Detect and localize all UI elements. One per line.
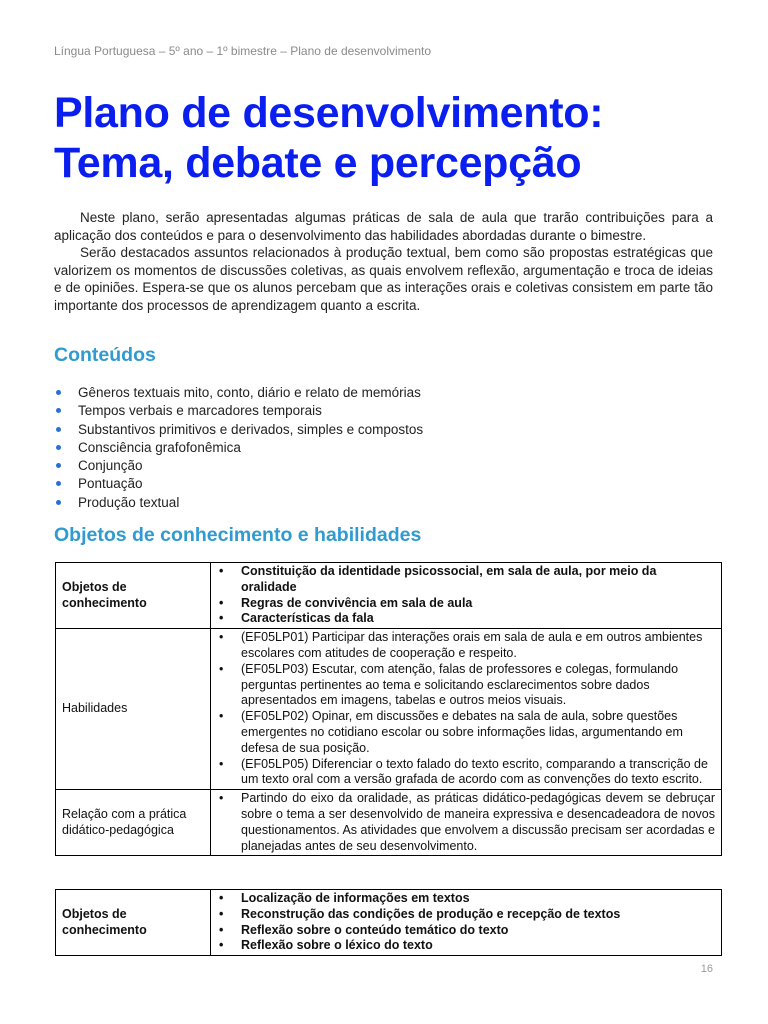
- table-row: [56, 629, 722, 790]
- row-content: [211, 629, 722, 790]
- row-content: [211, 790, 722, 856]
- page-number: 16: [700, 963, 713, 975]
- list-item: Substantivos primitivos e derivados, simples e compostos: [54, 421, 423, 439]
- list-item: • (EF05LP05) Diferenciar o texto falado do texto escrito, comparando a transcrição de um texto oral com a versão grafada de acordo com as convenções do texto escrito.: [219, 756, 708, 787]
- list-item: Gêneros textuais mito, conto, diário e relato de memórias: [54, 384, 423, 402]
- intro-paragraph: Neste plano, serão apresentadas algumas práticas de sala de aula que trarão contribuições para a aplicação dos conteúdos e para o desenvolvimento das habilidades abordadas durante o bimestre.: [54, 210, 713, 243]
- list-item: Pontuação: [54, 475, 423, 493]
- list-item: Conjunção: [54, 457, 423, 475]
- bullet-icon: •: [219, 791, 224, 806]
- section-heading-objetos: Objetos de conhecimento e habilidades: [54, 524, 422, 546]
- bullet-icon: •: [219, 756, 224, 771]
- bullet-icon: •: [219, 595, 224, 610]
- list-item: • (EF05LP01) Participar das interações orais em sala de aula e em outros ambientes escolares com atitudes de cooperação e respeito.: [219, 630, 703, 660]
- list-item: • (EF05LP03) Escutar, com atenção, falas de professores e colegas, formulando perguntas pertinentes ao tema e solicitando esclarecimentos sobre dados apresentados em imagens, tabelas e outros meios visuais.: [219, 661, 679, 708]
- bullet-icon: •: [219, 661, 224, 676]
- bullet-icon: •: [219, 709, 224, 724]
- bullet-icon: [56, 500, 61, 505]
- row-label: Objetos de conhecimento: [56, 563, 211, 629]
- running-head: Língua Portuguesa – 5º ano – 1º bimestre – Plano de desenvolvimento: [54, 44, 432, 58]
- list-item: • Constituição da identidade psicossocial, em sala de aula, por meio da oralidade: [219, 564, 657, 594]
- list-item: • Reconstrução das condições de produção e recepção de textos: [219, 906, 621, 921]
- bullet-icon: [56, 481, 61, 486]
- bullet-icon: •: [219, 891, 224, 905]
- section-heading-conteudos: Conteúdos: [54, 344, 156, 366]
- bullet-icon: [56, 390, 61, 395]
- intro-text: [54, 209, 713, 315]
- list-item: • Regras de convivência em sala de aula: [219, 595, 473, 610]
- bullet-icon: •: [219, 564, 224, 578]
- bullet-icon: •: [219, 906, 224, 921]
- bullet-icon: [56, 463, 61, 468]
- title-line-1: Plano de desenvolvimento:: [54, 89, 604, 137]
- skills-table-2: [55, 889, 722, 956]
- row-content: [211, 563, 722, 629]
- bullet-icon: •: [219, 611, 224, 626]
- table-row: [56, 890, 722, 956]
- page-title: [54, 88, 734, 188]
- table-row: [56, 563, 722, 629]
- skills-table: [55, 562, 722, 856]
- row-label: Relação com a prática didático-pedagógica: [56, 790, 211, 856]
- intro-paragraph: Serão destacados assuntos relacionados à produção textual, bem como são propostas estratégicas que valorizem os momentos de discussões coletivas, as quais envolvem reflexão, argumentação e troca de ideias e de opiniões. Espera-se que os alunos percebam que as interações orais e coletivas consistem em parte tão importante dos processos de aprendizagem quanto a escrita.: [54, 245, 713, 313]
- list-item: Produção textual: [54, 494, 423, 512]
- list-item: • Características da fala: [219, 611, 374, 626]
- list-item: Tempos verbais e marcadores temporais: [54, 402, 423, 420]
- list-item: • Localização de informações em textos: [219, 891, 470, 905]
- bullet-icon: [56, 408, 61, 413]
- bullet-icon: •: [219, 922, 224, 937]
- table-row: [56, 790, 722, 856]
- row-label: Habilidades: [56, 629, 211, 790]
- bullet-icon: [56, 427, 61, 432]
- list-item: Consciência grafofonêmica: [54, 439, 423, 457]
- conteudos-list: [54, 384, 423, 512]
- title-line-2: Tema, debate e percepção: [54, 139, 582, 187]
- row-label: Objetos de conhecimento: [56, 890, 211, 956]
- list-item: • Reflexão sobre o conteúdo temático do texto: [219, 922, 509, 937]
- list-item: • Reflexão sobre o léxico do texto: [219, 938, 433, 953]
- bullet-icon: •: [219, 938, 224, 953]
- bullet-icon: •: [219, 630, 224, 645]
- row-content: [211, 890, 722, 956]
- list-item: • (EF05LP02) Opinar, em discussões e debates na sala de aula, sobre questões emergentes no cotidiano escolar ou sobre informações lidas, argumentando em defesa de sua posição.: [219, 709, 683, 755]
- list-item: • Partindo do eixo da oralidade, as práticas didático-pedagógicas devem se debruçar sobre o tema a ser desenvolvido de maneira expressiva e desencadeadora de novos questionamentos. As atividades que envolvem a discussão precisam ser acordadas e planejadas antes de seu desenvolvimento.: [219, 791, 715, 853]
- bullet-icon: [56, 445, 61, 450]
